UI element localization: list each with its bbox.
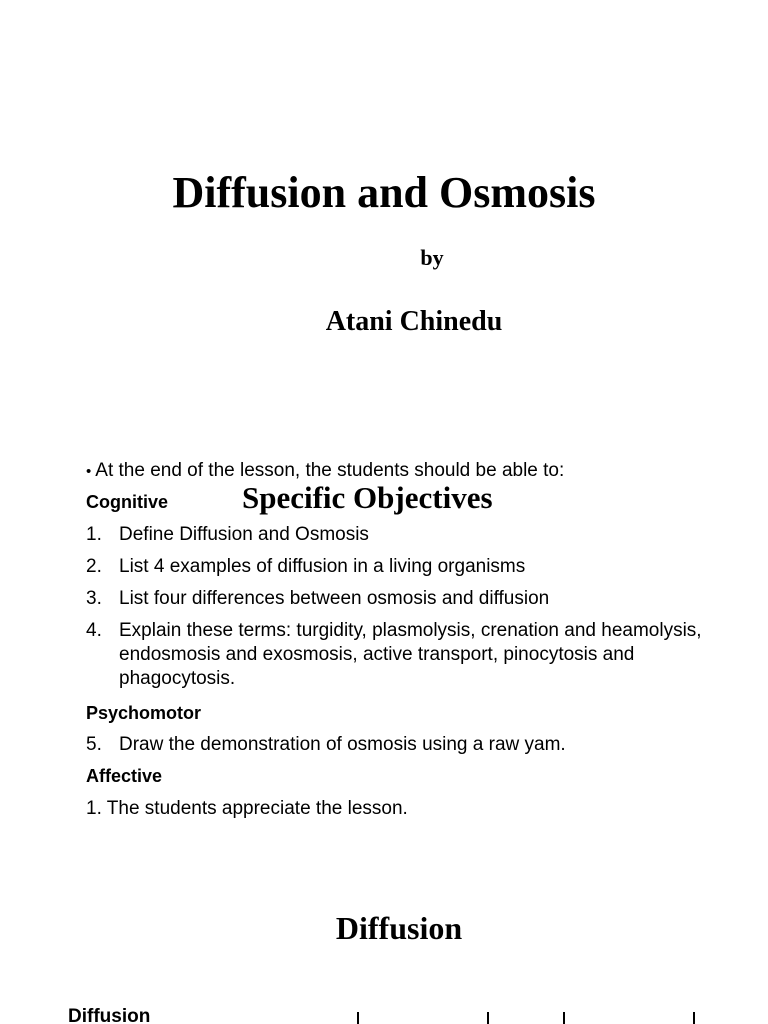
affective-label: Affective (86, 766, 163, 786)
list-item-number: 3. (86, 588, 102, 609)
table-divider (693, 1012, 695, 1024)
table-label: Diffusion (68, 1006, 151, 1024)
psychomotor-list (86, 733, 706, 765)
intro-text: At the end of the lesson, the students should be able to: (95, 460, 565, 481)
list-item (86, 523, 706, 547)
list-item-number: 4. (86, 620, 102, 641)
objectives-heading: Specific Objectives (242, 480, 493, 515)
psychomotor-label: Psychomotor (86, 703, 202, 723)
affective-line: 1. The students appreciate the lesson. (86, 798, 408, 819)
list-item-number: 1. (86, 524, 102, 545)
list-item-number: 5. (86, 734, 102, 755)
diffusion-heading: Diffusion (335, 910, 463, 946)
list-item-text: List 4 examples of diffusion in a living organisms (119, 556, 526, 577)
list-item (86, 619, 706, 691)
cognitive-label: Cognitive (86, 492, 169, 512)
list-item (86, 555, 706, 579)
list-item-text: List four differences between osmosis and diffusion (119, 588, 550, 609)
list-item-text: Explain these terms: turgidity, plasmolysis, crenation and heamolysis, endosmosis and exosmosis, active transport, pinocytosis and phagocytosis. (119, 620, 702, 689)
author-name: Atani Chinedu (325, 306, 503, 337)
table-divider (487, 1012, 489, 1024)
bullet-icon: • (86, 463, 92, 480)
table-divider (563, 1012, 565, 1024)
list-item-text: Draw the demonstration of osmosis using a raw yam. (119, 734, 566, 755)
table-divider (357, 1012, 359, 1024)
list-item-text: Define Diffusion and Osmosis (119, 524, 369, 545)
by-line: by (420, 245, 444, 270)
list-item (86, 587, 706, 611)
next-slide-preview (0, 1004, 768, 1024)
document-title: Diffusion and Osmosis (172, 168, 596, 217)
list-item (86, 733, 706, 757)
list-item-number: 2. (86, 556, 102, 577)
cognitive-list (86, 523, 706, 699)
